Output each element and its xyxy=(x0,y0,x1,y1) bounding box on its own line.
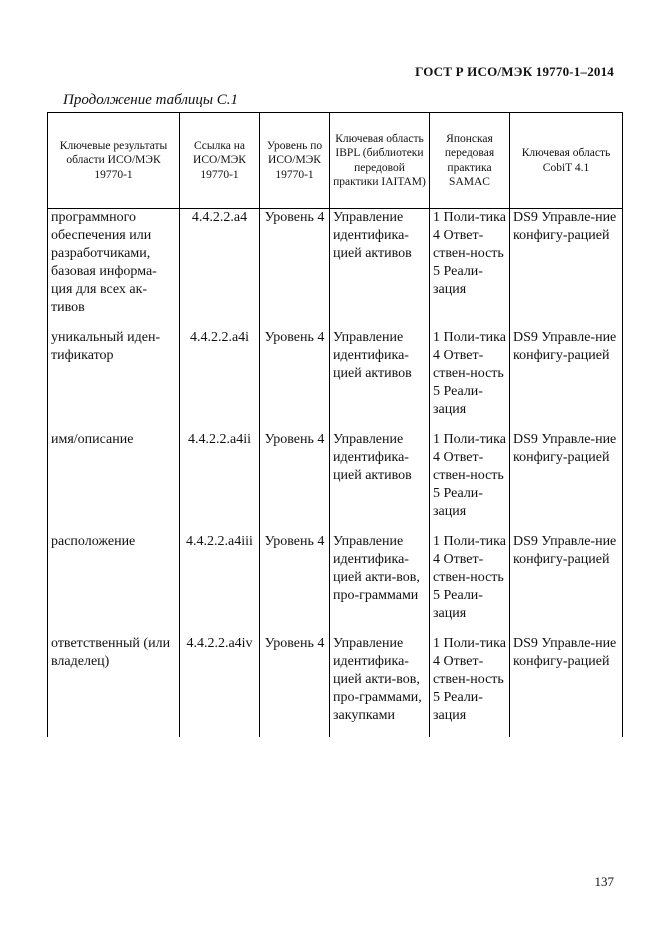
cell-samac: 1 Поли-тика 4 Ответ-ствен-ность 5 Реали-зация xyxy=(430,431,510,533)
table-row xyxy=(48,431,623,533)
cell-cobit: DS9 Управле-ние конфигу-рацией xyxy=(510,431,623,533)
cell-result: уникальный иден-тификатор xyxy=(48,329,180,431)
column-header-reference: Ссылка на ИСО/МЭК 19770-1 xyxy=(180,113,260,209)
cell-level: Уровень 4 xyxy=(260,209,330,330)
cell-level: Уровень 4 xyxy=(260,329,330,431)
cell-level: Уровень 4 xyxy=(260,431,330,533)
table-header-row xyxy=(48,113,623,209)
document-header: ГОСТ Р ИСО/МЭК 19770-1–2014 xyxy=(415,64,614,79)
cell-samac: 1 Поли-тика 4 Ответ-ствен-ность 5 Реали-зация xyxy=(430,329,510,431)
comparison-table xyxy=(47,112,623,737)
cell-level: Уровень 4 xyxy=(260,635,330,737)
column-header-ibpl: Ключевая область IBPL (библиотеки передовой практики IAITAM) xyxy=(330,113,430,209)
cell-cobit: DS9 Управле-ние конфигу-рацией xyxy=(510,533,623,635)
cell-ibpl: Управление идентифика-цией активов xyxy=(330,209,430,330)
cell-samac: 1 Поли-тика 4 Ответ-ствен-ность 5 Реали-зация xyxy=(430,209,510,330)
cell-result: программного обеспечения или разработчиками, базовая информа-ция для всех ак-тивов xyxy=(48,209,180,330)
cell-cobit: DS9 Управле-ние конфигу-рацией xyxy=(510,635,623,737)
cell-reference: 4.4.2.2.a4ii xyxy=(180,431,260,533)
cell-ibpl: Управление идентифика-цией акти-вов, про-граммами, закупками xyxy=(330,635,430,737)
column-header-results: Ключевые результаты области ИСО/МЭК 19770-1 xyxy=(48,113,180,209)
cell-reference: 4.4.2.2.a4iii xyxy=(180,533,260,635)
table-caption: Продолжение таблицы С.1 xyxy=(63,92,239,108)
cell-cobit: DS9 Управле-ние конфигу-рацией xyxy=(510,209,623,330)
cell-ibpl: Управление идентифика-цией акти-вов, про-граммами xyxy=(330,533,430,635)
cell-cobit: DS9 Управле-ние конфигу-рацией xyxy=(510,329,623,431)
column-header-samac: Японская передовая практика SAMAC xyxy=(430,113,510,209)
cell-reference: 4.4.2.2.a4i xyxy=(180,329,260,431)
cell-samac: 1 Поли-тика 4 Ответ-ствен-ность 5 Реали-зация xyxy=(430,533,510,635)
cell-reference: 4.4.2.2.a4iv xyxy=(180,635,260,737)
table-row xyxy=(48,329,623,431)
cell-result: ответственный (или владелец) xyxy=(48,635,180,737)
cell-ibpl: Управление идентифика-цией активов xyxy=(330,431,430,533)
table-row xyxy=(48,635,623,737)
cell-ibpl: Управление идентифика-цией активов xyxy=(330,329,430,431)
cell-level: Уровень 4 xyxy=(260,533,330,635)
table-row xyxy=(48,209,623,330)
cell-result: имя/описание xyxy=(48,431,180,533)
page-number: 137 xyxy=(594,874,614,889)
cell-reference: 4.4.2.2.a4 xyxy=(180,209,260,330)
table-row xyxy=(48,533,623,635)
cell-samac: 1 Поли-тика 4 Ответ-ствен-ность 5 Реали-зация xyxy=(430,635,510,737)
column-header-cobit: Ключевая область CobiT 4.1 xyxy=(510,113,623,209)
column-header-level: Уровень по ИСО/МЭК 19770-1 xyxy=(260,113,330,209)
cell-result: расположение xyxy=(48,533,180,635)
